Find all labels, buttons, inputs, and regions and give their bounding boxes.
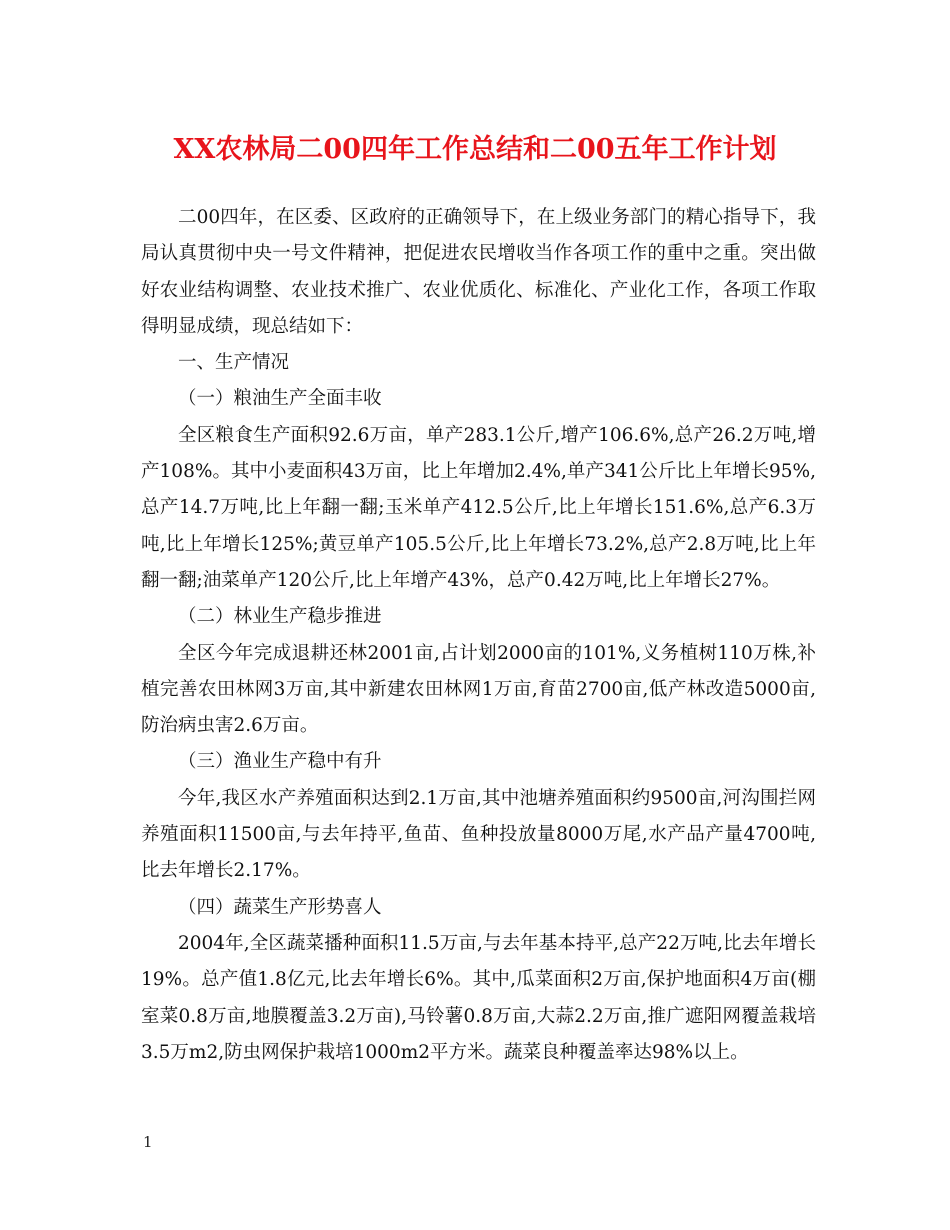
subheading-forestry: （二）林业生产稳步推进 — [178, 606, 382, 628]
paragraph-fishery: 今年,我区水产养殖面积达到2.1万亩,其中池塘养殖面积约9500亩,河沟围拦网养殖面积11500亩,与去年持平,鱼苗、鱼种投放量8000万尾,水产品产量4700吨,比去年增长2.17%。 — [141, 787, 816, 882]
paragraph-forestry: 全区今年完成退耕还林2001亩,占计划2000亩的101%,义务植树110万株,补植完善农田林网3万亩,其中新建农田林网1万亩,育苗2700亩,低产林改造5000亩,防治病虫害2.6万亩。 — [141, 642, 816, 737]
subheading-fishery: （三）渔业生产稳中有升 — [178, 751, 382, 773]
document-body — [141, 200, 816, 1071]
section-heading-production: 一、生产情况 — [178, 352, 290, 374]
subheading-vegetables: （四）蔬菜生产形势喜人 — [178, 896, 382, 918]
intro-paragraph: 二00四年，在区委、区政府的正确领导下，在上级业务部门的精心指导下，我局认真贯彻中央一号文件精神，把促进农民增收当作各项工作的重中之重。突出做好农业结构调整、农业技术推广、农业优质化、标准化、产业化工作，各项工作取得明显成绩，现总结如下： — [141, 207, 816, 337]
page-number: 1 — [143, 1133, 153, 1151]
paragraph-vegetables: 2004年,全区蔬菜播种面积11.5万亩,与去年基本持平,总产22万吨,比去年增长19%。总产值1.8亿元,比去年增长6%。其中,瓜菜面积2万亩,保护地面积4万亩(棚室菜0.8万亩,地膜覆盖3.2万亩),马铃薯0.8万亩,大蒜2.2万亩,推广遮阳网覆盖栽培3.5万m2,防虫网保护栽培1000m2平方米。蔬菜良种覆盖率达98%以上。 — [141, 932, 816, 1063]
document-title: XX农林局二00四年工作总结和二00五年工作计划 — [173, 134, 777, 165]
paragraph-grain-oil: 全区粮食生产面积92.6万亩，单产283.1公斤,增产106.6%,总产26.2万吨,增产108%。其中小麦面积43万亩，比上年增加2.4%,单产341公斤比上年增长95%,总产14.7万吨,比上年翻一翻;玉米单产412.5公斤,比上年增长151.6%,总产6.3万吨,比上年增长125%;黄豆单产105.5公斤,比上年增长73.2%,总产2.8万吨,比上年翻一翻;油菜单产120公斤,比上年增产43%，总产0.42万吨,比上年增长27%。 — [141, 424, 816, 591]
subheading-grain-oil: （一）粮油生产全面丰收 — [178, 388, 382, 410]
